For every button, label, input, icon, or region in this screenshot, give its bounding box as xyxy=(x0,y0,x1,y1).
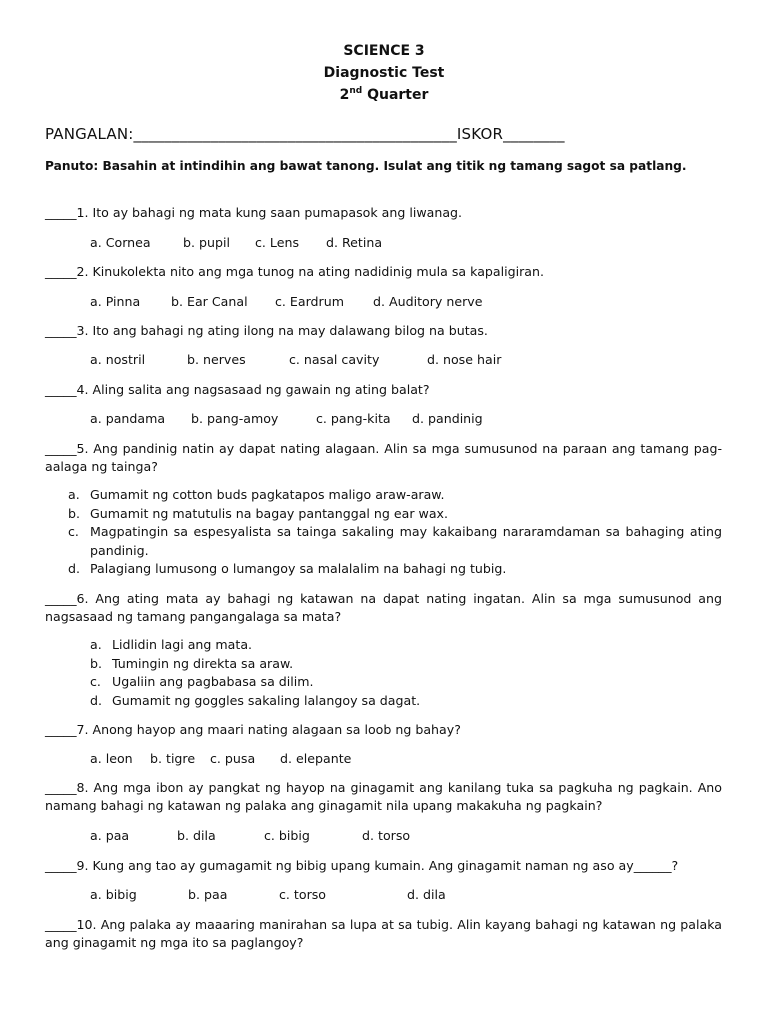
option-text: Ugaliin ang pagbabasa sa dilim. xyxy=(112,674,314,689)
option-letter: b. xyxy=(68,505,80,521)
list-item xyxy=(90,673,710,692)
question-2: _____2. Kinukolekta nito ang mga tunog na ating nadidinig mula sa kapaligiran. xyxy=(45,264,545,279)
question-7-options xyxy=(90,750,351,768)
list-item xyxy=(90,655,710,674)
option-a: a. bibig xyxy=(90,887,137,902)
option-d: d. Retina xyxy=(326,235,383,250)
option-a: a. paa xyxy=(90,828,130,843)
option-letter: a. xyxy=(90,637,102,652)
option-d: d. elepante xyxy=(280,751,352,766)
list-item xyxy=(68,560,722,579)
question-9: _____9. Kung ang tao ay gumagamit ng bibig upang kumain. Ang ginagamit naman ng aso ay______? xyxy=(45,858,679,873)
question-8-options xyxy=(90,827,410,845)
option-text: Gumamit ng goggles sakaling lalangoy sa dagat. xyxy=(112,692,421,708)
option-c: c. pang-kita xyxy=(316,411,391,426)
question-2-options xyxy=(90,293,482,311)
subject-title: SCIENCE 3 xyxy=(343,43,425,59)
option-a: a. leon xyxy=(90,751,133,766)
list-item xyxy=(90,692,710,711)
list-item xyxy=(90,636,710,655)
option-letter: c. xyxy=(68,524,79,539)
option-d: d. pandinig xyxy=(412,411,483,426)
option-letter: d. xyxy=(90,692,102,708)
test-title: Diagnostic Test xyxy=(323,65,445,81)
option-letter: d. xyxy=(68,561,80,576)
option-b: b. tigre xyxy=(150,751,196,766)
option-text: Gumamit ng cotton buds pagkatapos maligo araw-araw. xyxy=(90,487,445,502)
question-3-options xyxy=(90,351,501,369)
option-b: b. paa xyxy=(188,887,228,902)
quarter-superscript: nd xyxy=(349,86,363,96)
option-b: b. nerves xyxy=(187,352,246,367)
instructions: Panuto: Basahin at intindihin ang bawat tanong. Isulat ang titik ng tamang sagot sa patlang. xyxy=(45,159,687,173)
option-letter: c. xyxy=(90,674,101,689)
question-4-options xyxy=(90,410,483,428)
option-b: b. dila xyxy=(177,828,216,843)
option-b: b. Ear Canal xyxy=(171,294,248,309)
option-a: a. nostril xyxy=(90,352,146,367)
option-a: a. Cornea xyxy=(90,235,151,250)
option-d: d. torso xyxy=(362,828,411,843)
question-4: _____4. Aling salita ang nagsasaad ng gawain ng ating balat? xyxy=(45,382,430,397)
option-text: Gumamit ng matutulis na bagay pantanggal ng ear wax. xyxy=(90,505,449,521)
question-6: _____6. Ang ating mata ay bahagi ng katawan na dapat nating ingatan. Alin sa mga sumusunod ang nagsasaad ng tamang pangangalaga sa mata? xyxy=(45,591,722,624)
option-a: a. pandama xyxy=(90,411,166,426)
option-text: Lidlidin lagi ang mata. xyxy=(112,637,253,652)
option-c: c. torso xyxy=(279,887,327,902)
list-item xyxy=(68,523,722,560)
option-c: c. nasal cavity xyxy=(289,352,380,367)
question-7: _____7. Anong hayop ang maari nating alagaan sa loob ng bahay? xyxy=(45,722,461,737)
option-letter: b. xyxy=(90,655,102,671)
option-c: c. Lens xyxy=(255,235,300,250)
name-score-line: PANGALAN:__________________________________________ISKOR________ xyxy=(45,125,565,143)
quarter-number: 2 xyxy=(339,87,350,103)
option-a: a. Pinna xyxy=(90,294,141,309)
option-letter: a. xyxy=(68,487,80,502)
quarter-word: Quarter xyxy=(367,87,429,103)
question-10: _____10. Ang palaka ay maaaring manirahan sa lupa at sa tubig. Alin kayang bahagi ng katawan ng palaka ang ginagamit ng mga ito sa paglangoy? xyxy=(45,917,722,950)
option-text: Palagiang lumusong o lumangoy sa malalalim na bahagi ng tubig. xyxy=(90,561,507,576)
list-item xyxy=(68,505,722,524)
option-b: b. pupil xyxy=(183,235,230,250)
option-text: Tumingin ng direkta sa araw. xyxy=(112,655,294,671)
option-b: b. pang-amoy xyxy=(191,411,279,426)
option-d: d. nose hair xyxy=(427,352,502,367)
question-5-options xyxy=(68,486,722,579)
option-text: Magpatingin sa espesyalista sa tainga sakaling may kakaibang nararamdaman sa bahaging ating pandinig. xyxy=(90,524,722,558)
question-8: _____8. Ang mga ibon ay pangkat ng hayop na ginagamit ang kanilang tuka sa pagkuha ng pagkain. Ano namang bahagi ng katawan ng palaka ang ginagamit nila upang makakuha ng pagkain? xyxy=(45,780,722,813)
list-item xyxy=(68,486,722,505)
question-5: _____5. Ang pandinig natin ay dapat nating alagaan. Alin sa mga sumusunod na paraan ang tamang pag-aalaga ng tainga? xyxy=(45,441,722,474)
question-3: _____3. Ito ang bahagi ng ating ilong na may dalawang bilog na butas. xyxy=(45,323,488,338)
question-1: _____1. Ito ay bahagi ng mata kung saan pumapasok ang liwanag. xyxy=(45,205,463,220)
option-d: d. Auditory nerve xyxy=(373,294,483,309)
question-1-options xyxy=(90,234,382,252)
question-9-options xyxy=(90,886,446,904)
quarter-title xyxy=(0,84,768,106)
question-6-options xyxy=(90,636,710,710)
option-c: c. bibig xyxy=(264,828,310,843)
option-c: c. pusa xyxy=(210,751,256,766)
option-d: d. dila xyxy=(407,887,446,902)
option-c: c. Eardrum xyxy=(275,294,344,309)
